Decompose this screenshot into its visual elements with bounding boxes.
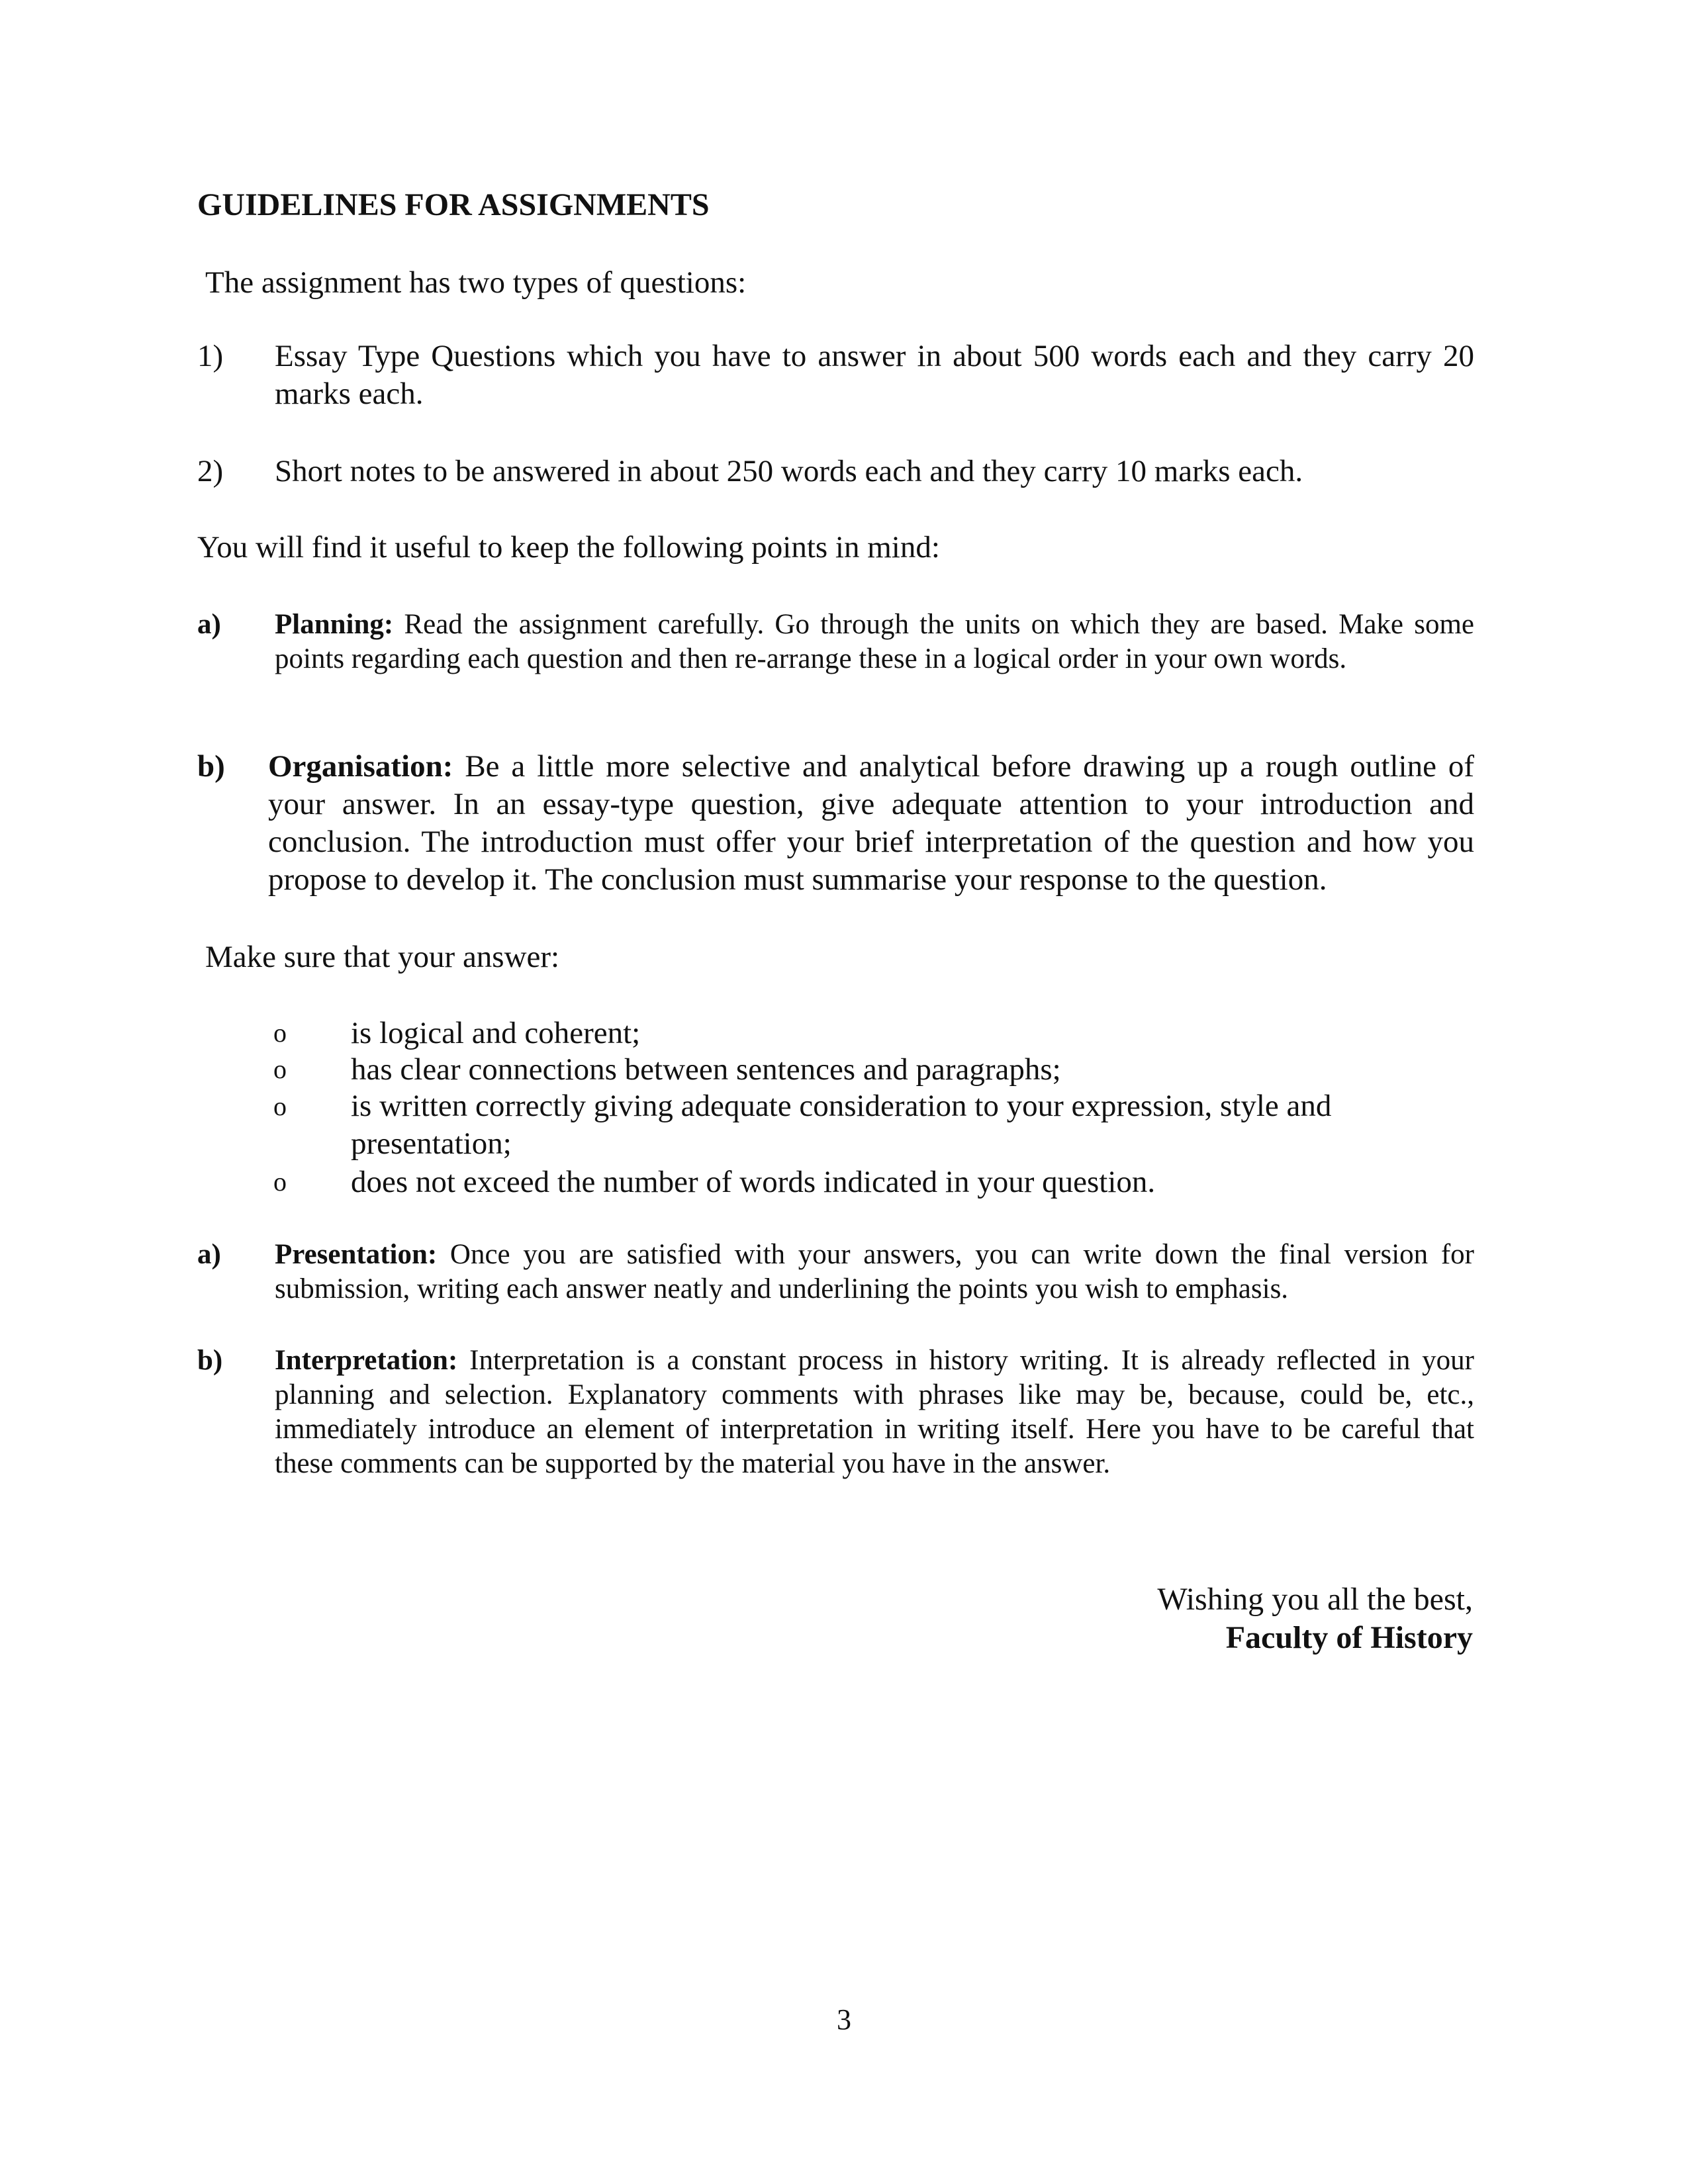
circle-bullet-icon: o: [273, 1018, 287, 1048]
organisation-label: Organisation:: [268, 749, 453, 784]
checklist-item: does not exceed the number of words indicated in your question.: [351, 1165, 1156, 1199]
signature: Faculty of History: [1225, 1620, 1473, 1655]
circle-bullet-icon: o: [273, 1167, 287, 1197]
question-type-short-notes: Short notes to be answered in about 250 words each and they carry 10 marks each.: [275, 454, 1303, 488]
presentation-text: Once you are satisfied with your answers, you can write down the final version for submission, writing each answer neatly and underlining the points you wish to emphasis.: [275, 1239, 1474, 1304]
list-marker: 1): [197, 339, 224, 373]
closing-wish: Wishing you all the best,: [1157, 1582, 1473, 1617]
circle-bullet-icon: o: [273, 1091, 287, 1121]
list-marker: a): [197, 1239, 221, 1270]
intro-text: The assignment has two types of questions:: [205, 265, 747, 300]
interpretation-text: Interpretation is a constant process in history writing. It is already reflected in your planning and selection. Explanatory comments with phrases like may be, because, could be, etc., immediately introduce an element of interpretation in writing itself. Here you have to be careful that these comments can be supported by the material you have in the answer.: [275, 1345, 1474, 1479]
organisation-paragraph: [268, 748, 1474, 899]
make-sure-text: Make sure that your answer:: [205, 940, 560, 974]
interpretation-label: Interpretation:: [275, 1345, 458, 1376]
presentation-label: Presentation:: [275, 1239, 438, 1270]
points-intro-text: You will find it useful to keep the following points in mind:: [197, 530, 940, 565]
checklist-item: is written correctly giving adequate consideration to your expression, style and presentation;: [351, 1089, 1332, 1161]
planning-label: Planning:: [275, 609, 394, 640]
page-number: 3: [837, 2003, 851, 2036]
list-marker: a): [197, 609, 221, 640]
list-marker: 2): [197, 454, 224, 488]
interpretation-paragraph: [275, 1343, 1474, 1481]
planning-text: Read the assignment carefully. Go through the units on which they are based. Make some points regarding each question and then re-arrange these in a logical order in your own words.: [275, 609, 1474, 674]
circle-bullet-icon: o: [273, 1054, 287, 1084]
checklist-item: is logical and coherent;: [351, 1016, 641, 1050]
planning-paragraph: [275, 608, 1474, 676]
presentation-paragraph: [275, 1238, 1474, 1306]
list-marker: b): [197, 749, 225, 784]
checklist-item: has clear connections between sentences and paragraphs;: [351, 1052, 1061, 1087]
list-marker: b): [197, 1345, 223, 1376]
organisation-text: Be a little more selective and analytical before drawing up a rough outline of your answer. In an essay-type question, give adequate attention to your introduction and conclusion. The introduction must offer your brief interpretation of the question and how you propose to develop it. The conclusion must summarise your response to the question.: [268, 749, 1474, 897]
page-title: GUIDELINES FOR ASSIGNMENTS: [197, 187, 710, 222]
question-type-essay: Essay Type Questions which you have to answer in about 500 words each and they carry 20 marks each.: [275, 339, 1474, 411]
